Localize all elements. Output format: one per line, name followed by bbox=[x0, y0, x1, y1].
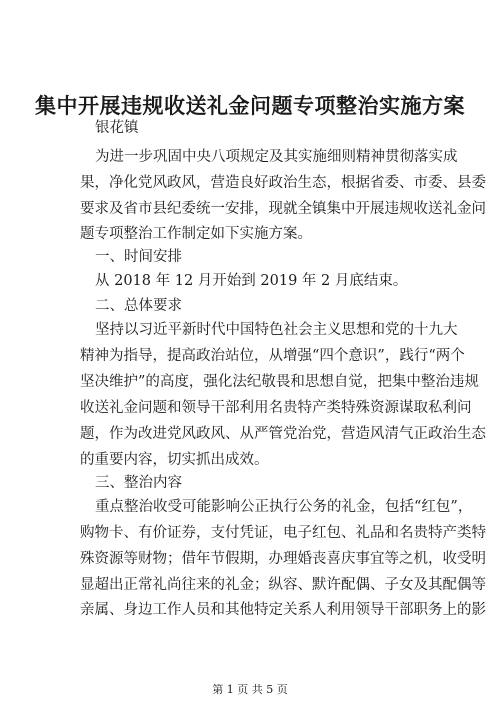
body-line: 亲属、身边工作人员和其他特定关系人利用领导干部职务上的影 bbox=[80, 602, 486, 618]
body-line: 题专项整治工作制定如下实施方案。 bbox=[80, 226, 312, 242]
author-line: 银花镇 bbox=[95, 120, 139, 136]
document-title: 集中开展违规收送礼金问题专项整治实施方案 bbox=[35, 93, 465, 118]
body-line: 精神为指导，提高政治站位，从增强“四个意识”，践行“两个 bbox=[80, 348, 465, 364]
body-line: 显超出正常礼尚往来的礼金；纵容、默许配偶、子女及其配偶等 bbox=[80, 577, 486, 593]
section-heading: 二、总体要求 bbox=[95, 298, 182, 314]
body-line: 坚决维护”的高度，强化法纪敬畏和思想自觉，把集中整治违规 bbox=[80, 374, 479, 390]
body-line: 收送礼金问题和领导干部利用名贵特产类特殊资源谋取私利问 bbox=[80, 400, 472, 416]
body-line: 从 2018 年 12 月开始到 2019 年 2 月底结束。 bbox=[95, 273, 408, 289]
body-line: 题，作为改进党风政风、从严管党治党，营造风清气正政治生态 bbox=[80, 426, 486, 442]
body-line: 殊资源等财物；借年节假期，办理婚丧喜庆事宜等之机，收受明 bbox=[80, 551, 486, 567]
body-line: 为进一步巩固中央八项规定及其实施细则精神贯彻落实成 bbox=[95, 149, 458, 165]
body-line: 重点整治收受可能影响公正执行公务的礼金，包括“红包”， bbox=[95, 499, 473, 515]
body-line: 坚持以习近平新时代中国特色社会主义思想和党的十九大 bbox=[95, 322, 458, 338]
page-footer: 第 1 页 共 5 页 bbox=[212, 683, 288, 696]
body-line: 果，净化党风政风，营造良好政治生态，根据省委、市委、县委 bbox=[80, 175, 486, 191]
body-line: 购物卡、有价证券，支付凭证，电子红包、礼品和名贵特产类特 bbox=[80, 525, 486, 541]
section-heading: 一、时间安排 bbox=[95, 249, 182, 265]
body-line: 的重要内容，切实抓出成效。 bbox=[80, 452, 269, 468]
body-line: 要求及省市县纪委统一安排，现就全镇集中开展违规收送礼金问 bbox=[80, 201, 486, 217]
section-heading: 三、整治内容 bbox=[95, 475, 182, 491]
